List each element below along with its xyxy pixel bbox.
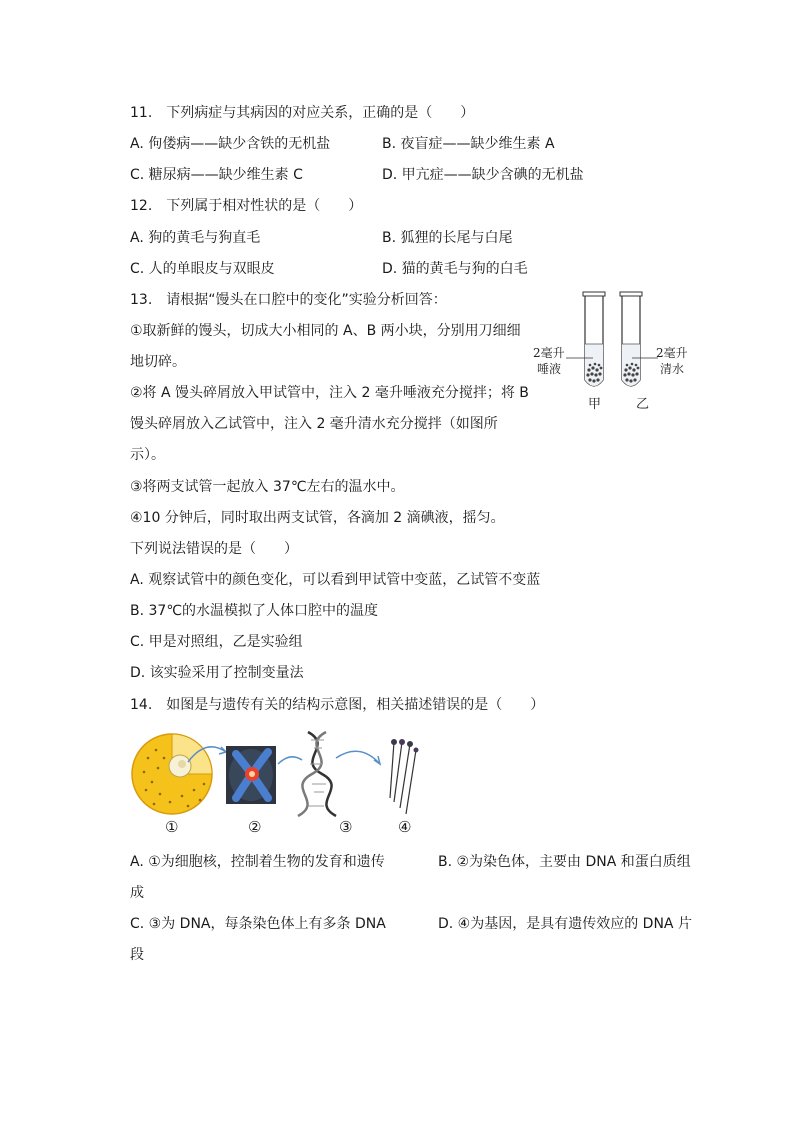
q12-option-a[interactable]: A. 狗的黄毛与狗直毛 — [130, 230, 261, 246]
tube-label-yi: 乙 — [636, 397, 650, 412]
q14-stem: 14. 如图是与遗传有关的结构示意图，相关描述错误的是（ ） — [130, 697, 545, 713]
q11-stem: 11. 下列病症与其病因的对应关系，正确的是（ ） — [130, 105, 475, 121]
q13-step3: ③将两支试管一起放入 37℃左右的温水中。 — [130, 479, 405, 495]
figure-label-2: ② — [248, 818, 262, 836]
q14-option-d-cont: 段 — [130, 947, 144, 963]
gene-icon — [390, 739, 419, 814]
q13-step2-line2: 馒头碎屑放入乙试管中，注入 2 毫升清水充分搅拌（如图所 — [130, 416, 498, 432]
q11-option-c[interactable]: C. 糖尿病——缺少维生素 C — [130, 167, 303, 183]
q13-step2-line1: ②将 A 馒头碎屑放入甲试管中，注入 2 毫升唾液充分搅拌；将 B — [130, 385, 529, 401]
figure-label-1: ① — [165, 818, 179, 836]
label-saliva: 唾液 — [537, 362, 562, 376]
tube-yi — [620, 292, 642, 386]
q12-option-d[interactable]: D. 猫的黄毛与狗的白毛 — [382, 261, 528, 277]
q13-option-d[interactable]: D. 该实验采用了控制变量法 — [130, 665, 304, 681]
figure-label-4: ④ — [398, 818, 412, 836]
q11-option-b[interactable]: B. 夜盲症——缺少维生素 A — [382, 136, 555, 152]
figure-label-3: ③ — [339, 818, 353, 836]
q12-option-b[interactable]: B. 狐狸的长尾与白尾 — [382, 230, 513, 246]
q13-step2-line3: 示）。 — [130, 447, 165, 463]
q13-step1-line1: ①取新鲜的馒头，切成大小相同的 A、B 两小块，分别用刀细细 — [130, 323, 521, 339]
q13-step4: ④10 分钟后，同时取出两支试管，各滴加 2 滴碘液，摇匀。 — [130, 510, 505, 526]
q11-option-d[interactable]: D. 甲亢症——缺少含碘的无机盐 — [382, 167, 584, 183]
q14-option-c[interactable]: C. ③为 DNA，每条染色体上有多条 DNA — [130, 916, 386, 932]
q12-stem: 12. 下列属于相对性状的是（ ） — [130, 198, 363, 214]
q13-option-c[interactable]: C. 甲是对照组，乙是实验组 — [130, 634, 303, 650]
chromosome-icon — [226, 746, 276, 804]
q14-option-b[interactable]: B. ②为染色体，主要由 DNA 和蛋白质组 — [438, 854, 691, 870]
tube-jia — [583, 292, 605, 386]
label-2ml-right: 2毫升 — [656, 346, 688, 360]
q13-option-a[interactable]: A. 观察试管中的颜色变化，可以看到甲试管中变蓝，乙试管不变蓝 — [130, 572, 541, 588]
q13-step1-line2: 地切碎。 — [130, 354, 186, 370]
q11-option-a[interactable]: A. 佝偻病——缺少含铁的无机盐 — [130, 136, 331, 152]
label-water: 清水 — [660, 362, 685, 376]
tube-label-jia: 甲 — [588, 397, 602, 412]
genetics-structure-figure — [128, 728, 428, 820]
q14-option-d[interactable]: D. ④为基因，是具有遗传效应的 DNA 片 — [438, 916, 692, 932]
q14-option-a[interactable]: A. ①为细胞核，控制着生物的发育和遗传 — [130, 854, 385, 870]
q13-ask: 下列说法错误的是（ ） — [130, 541, 298, 557]
dna-helix-icon — [298, 732, 336, 816]
q12-option-c[interactable]: C. 人的单眼皮与双眼皮 — [130, 261, 275, 277]
label-2ml-left: 2毫升 — [533, 346, 565, 360]
q13-option-b[interactable]: B. 37℃的水温模拟了人体口腔中的温度 — [130, 603, 379, 619]
q13-stem: 13. 请根据“馒头在口腔中的变化”实验分析回答： — [130, 292, 447, 308]
cell-icon — [132, 734, 212, 814]
q14-option-b-cont: 成 — [130, 885, 144, 901]
